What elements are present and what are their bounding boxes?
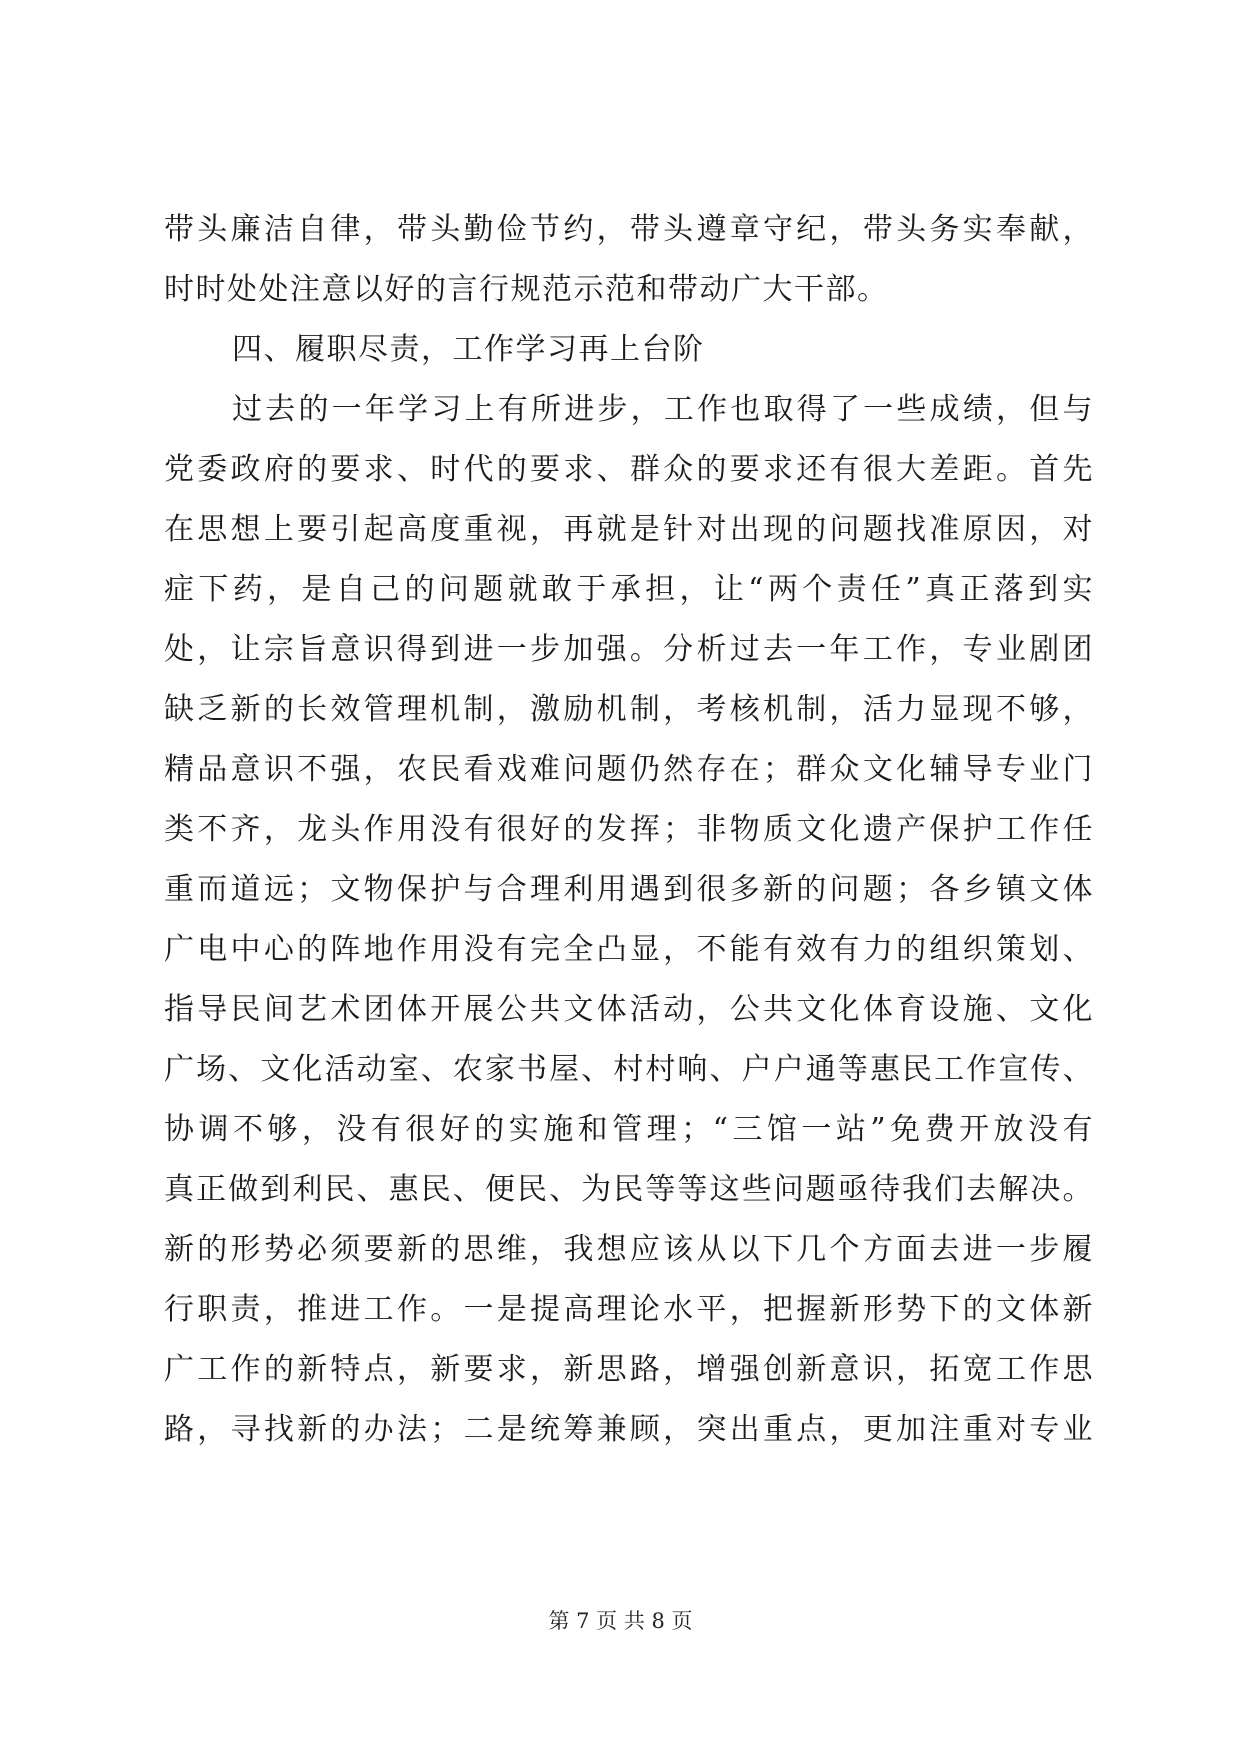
text-line: 行职责，推进工作。一是提高理论水平，把握新形势下的文体新 [164, 1292, 1094, 1327]
text-line: 广场、文化活动室、农家书屋、村村响、户户通等惠民工作宣传、 [164, 1052, 1094, 1087]
text-line: 真正做到利民、惠民、便民、为民等等这些问题亟待我们去解决。 [164, 1172, 1094, 1207]
text-line: 在思想上要引起高度重视，再就是针对出现的问题找准原因，对 [164, 512, 1094, 547]
text-line: 类不齐，龙头作用没有很好的发挥；非物质文化遗产保护工作任 [164, 812, 1094, 847]
text-line: 精品意识不强，农民看戏难问题仍然存在；群众文化辅导专业门 [164, 752, 1094, 787]
page-number-footer: 第 7 页 共 8 页 [548, 1609, 693, 1633]
text-line: 处，让宗旨意识得到进一步加强。分析过去一年工作，专业剧团 [164, 632, 1094, 667]
text-line: 协调不够，没有很好的实施和管理；“三馆一站”免费开放没有 [164, 1112, 1094, 1147]
text-line: 时时处处注意以好的言行规范示范和带动广大干部。 [164, 272, 889, 307]
text-line: 广工作的新特点，新要求，新思路，增强创新意识，拓宽工作思 [164, 1352, 1094, 1387]
text-line: 带头廉洁自律，带头勤俭节约，带头遵章守纪，带头务实奉献， [164, 212, 1094, 247]
text-line: 党委政府的要求、时代的要求、群众的要求还有很大差距。首先 [164, 452, 1094, 487]
text-line: 重而道远；文物保护与合理利用遇到很多新的问题；各乡镇文体 [164, 872, 1094, 907]
text-line: 路，寻找新的办法；二是统筹兼顾，突出重点，更加注重对专业 [164, 1412, 1094, 1447]
section-heading: 四、履职尽责，工作学习再上台阶 [232, 332, 705, 367]
text-line: 指导民间艺术团体开展公共文体活动，公共文化体育设施、文化 [164, 992, 1094, 1027]
document-body [164, 200, 1094, 1460]
text-line: 缺乏新的长效管理机制，激励机制，考核机制，活力显现不够， [164, 692, 1094, 727]
text-line: 广电中心的阵地作用没有完全凸显，不能有效有力的组织策划、 [164, 932, 1094, 967]
text-line: 新的形势必须要新的思维，我想应该从以下几个方面去进一步履 [164, 1232, 1094, 1267]
text-line: 过去的一年学习上有所进步，工作也取得了一些成绩，但与 [232, 392, 1094, 427]
text-line: 症下药，是自己的问题就敢于承担，让“两个责任”真正落到实 [164, 572, 1094, 607]
